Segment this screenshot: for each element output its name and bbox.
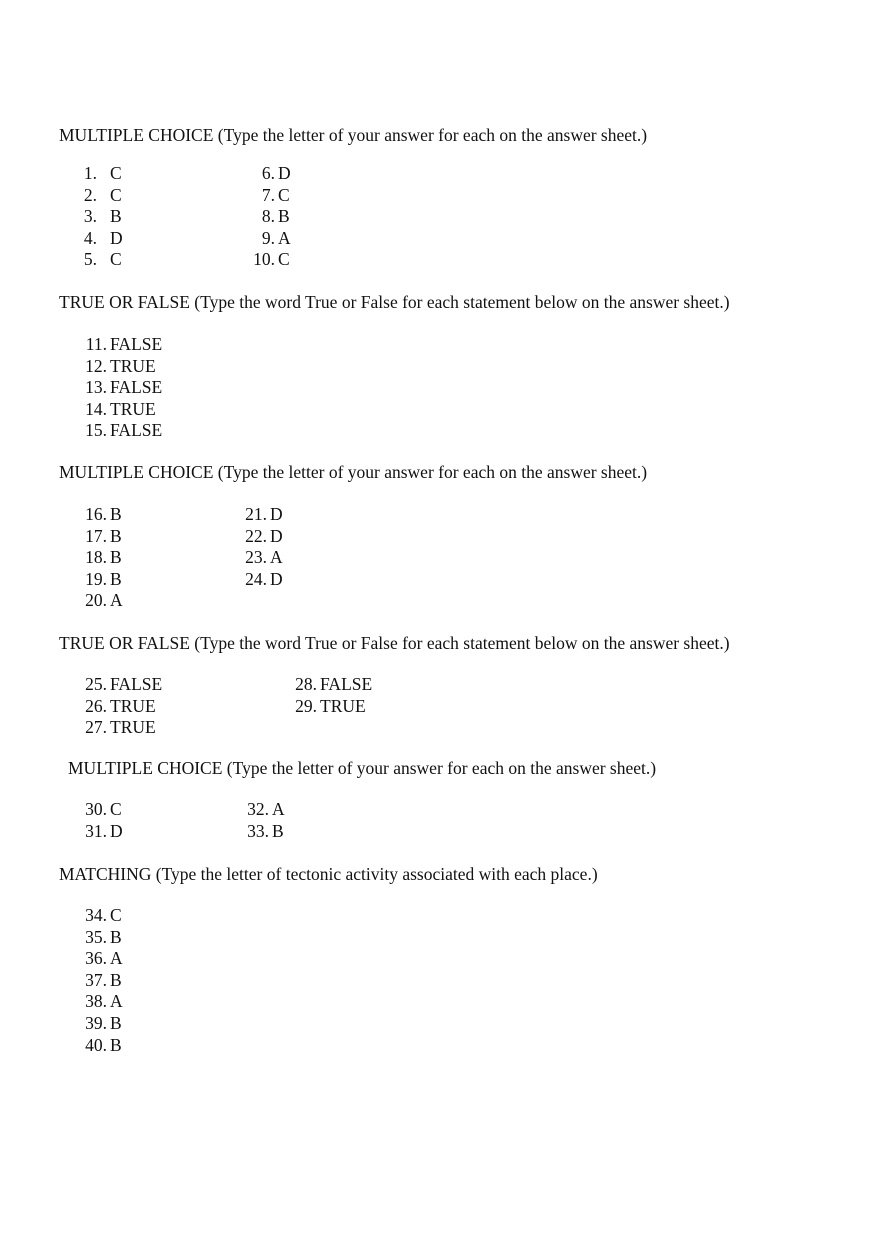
question-number: 6. — [261, 163, 275, 183]
answer-value: B — [110, 547, 122, 568]
question-number: 23. — [245, 547, 267, 568]
question-number: 32. — [247, 799, 269, 819]
section-heading: MULTIPLE CHOICE (Type the letter of your answer for each on the answer sheet.) — [59, 125, 648, 145]
question-number: 31. — [85, 820, 107, 841]
question-number: 33. — [247, 820, 269, 841]
answer-value: D — [270, 568, 283, 589]
question-number: 11. — [85, 334, 107, 354]
answer-value: B — [110, 1013, 122, 1033]
question-number: 12. — [85, 355, 107, 376]
question-number: 27. — [85, 717, 107, 738]
answer-value: C — [278, 249, 290, 270]
answer-value: C — [278, 184, 290, 205]
question-number: 5. — [83, 249, 97, 270]
answer-value: TRUE — [320, 695, 366, 716]
answer-value: D — [278, 163, 291, 183]
question-number: 10. — [253, 249, 275, 270]
question-number: 25. — [85, 674, 107, 694]
answer-value: B — [110, 568, 122, 589]
question-number: 15. — [85, 420, 107, 441]
answer-value: C — [110, 184, 122, 205]
answer-value: B — [272, 820, 284, 841]
section-heading: MULTIPLE CHOICE (Type the letter of your answer for each on the answer sheet.) — [68, 758, 657, 778]
answer-value: A — [110, 948, 123, 969]
answer-value: C — [110, 249, 122, 270]
question-number: 24. — [245, 568, 267, 589]
answer-value: D — [270, 504, 283, 524]
answer-value: B — [110, 206, 122, 227]
question-number: 18. — [85, 547, 107, 568]
question-number: 39. — [85, 1013, 107, 1033]
question-number: 36. — [85, 948, 107, 969]
answer-value: C — [110, 163, 122, 183]
question-number: 8. — [261, 206, 275, 227]
answer-value: FALSE — [110, 377, 163, 398]
answer-value: A — [110, 991, 123, 1012]
question-number: 22. — [245, 525, 267, 546]
question-number: 14. — [85, 398, 107, 419]
answer-value: TRUE — [110, 398, 156, 419]
answer-value: A — [272, 799, 285, 819]
question-number: 29. — [295, 695, 317, 716]
question-number: 38. — [85, 991, 107, 1012]
question-number: 4. — [83, 227, 97, 248]
answer-value: FALSE — [320, 674, 373, 694]
question-number: 1. — [83, 163, 97, 183]
answer-value: B — [110, 504, 122, 524]
question-number: 9. — [261, 227, 275, 248]
question-number: 19. — [85, 568, 107, 589]
answer-value: B — [110, 525, 122, 546]
answer-value: B — [278, 206, 290, 227]
section-heading: MULTIPLE CHOICE (Type the letter of your answer for each on the answer sheet.) — [59, 462, 648, 482]
question-number: 26. — [85, 695, 107, 716]
question-number: 7. — [261, 184, 275, 205]
question-number: 37. — [85, 969, 107, 990]
question-number: 17. — [85, 525, 107, 546]
answer-value: B — [110, 926, 122, 947]
answer-value: C — [110, 799, 122, 819]
section-heading: TRUE OR FALSE (Type the word True or False for each statement below on the answer sheet.) — [59, 633, 730, 653]
answer-value: FALSE — [110, 674, 163, 694]
question-number: 40. — [85, 1034, 107, 1055]
answer-value: D — [270, 525, 283, 546]
answer-value: TRUE — [110, 695, 156, 716]
answer-value: B — [110, 969, 122, 990]
question-number: 34. — [85, 905, 107, 925]
question-number: 28. — [295, 674, 317, 694]
answer-value: A — [270, 547, 283, 568]
question-number: 16. — [85, 504, 107, 524]
answer-value: C — [110, 905, 122, 925]
answer-value: TRUE — [110, 717, 156, 738]
answer-value: D — [110, 227, 123, 248]
section-heading: TRUE OR FALSE (Type the word True or False for each statement below on the answer sheet.) — [59, 292, 730, 312]
answer-value: D — [110, 820, 123, 841]
question-number: 35. — [85, 926, 107, 947]
answer-value: A — [110, 590, 123, 611]
question-number: 3. — [83, 206, 97, 227]
question-number: 2. — [83, 184, 97, 205]
answer-value: B — [110, 1034, 122, 1055]
question-number: 20. — [85, 590, 107, 611]
answer-value: FALSE — [110, 334, 163, 354]
answer-value: A — [278, 227, 291, 248]
question-number: 13. — [85, 377, 107, 398]
answer-value: FALSE — [110, 420, 163, 441]
answer-value: TRUE — [110, 355, 156, 376]
question-number: 30. — [85, 799, 107, 819]
question-number: 21. — [245, 504, 267, 524]
section-heading: MATCHING (Type the letter of tectonic activity associated with each place.) — [59, 864, 598, 884]
